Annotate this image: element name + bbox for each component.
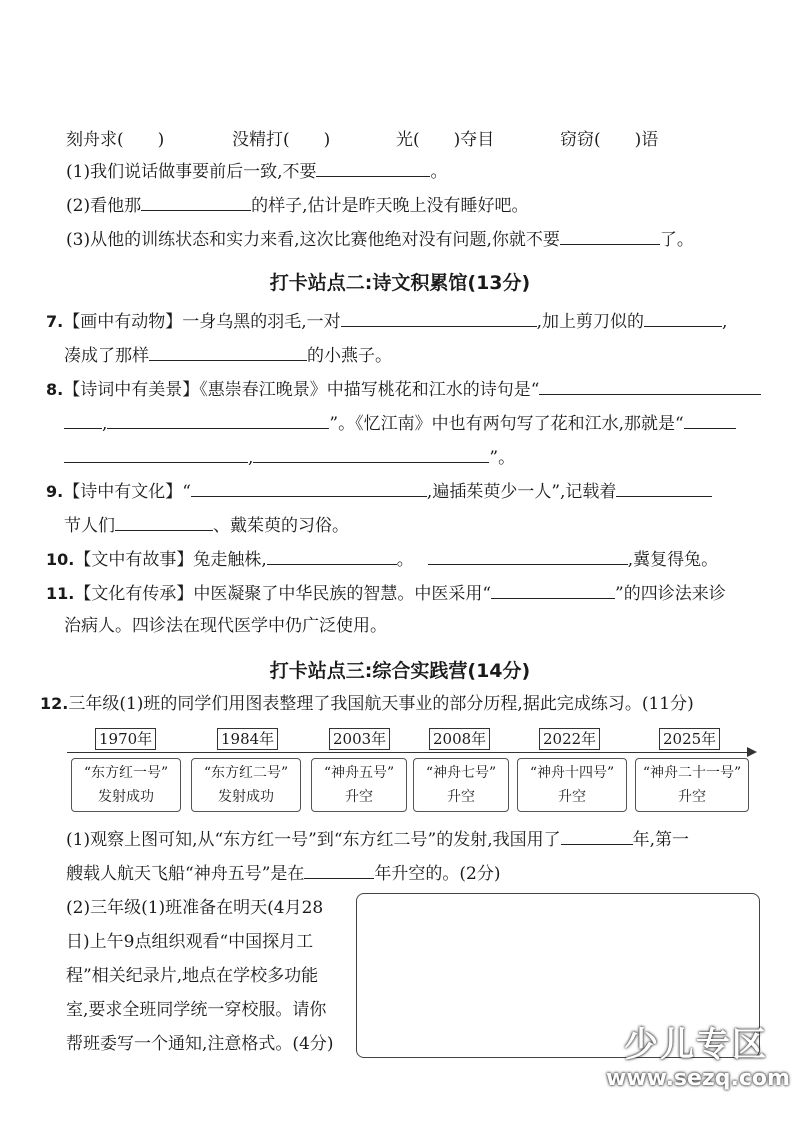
q6-sentence-2	[66, 192, 800, 218]
timeline-arrow-icon	[747, 747, 757, 757]
q8-line-2	[64, 410, 800, 436]
q6-s1-text: (1)我们说话做事要前后一致,不要	[66, 162, 317, 182]
q7-number: 7.	[46, 312, 64, 331]
q12-p1-text-d: 年升空的。(2分)	[374, 864, 501, 884]
space-timeline	[67, 728, 757, 818]
q11-text-b: ”的四诊法来诊	[615, 584, 726, 604]
timeline-event	[311, 758, 407, 812]
event-name: “神舟二十一号”	[642, 765, 742, 781]
q8-line-1	[46, 376, 800, 402]
q7-text-a: 【画中有动物】一身乌黑的羽毛,一对	[63, 312, 341, 332]
q10-line	[46, 546, 800, 572]
q10-blank-2[interactable]	[428, 546, 628, 565]
q6-sentence-1	[66, 158, 800, 184]
q7-line-2	[64, 342, 800, 368]
timeline-event	[191, 758, 301, 812]
event-name: “东方红一号”	[83, 765, 169, 781]
idiom-4: 窃窃( )语	[560, 130, 659, 150]
q11-line-2	[64, 614, 800, 638]
q12-intro-line	[40, 692, 800, 716]
timeline-year: 1984年	[217, 728, 278, 750]
q11-blank-1[interactable]	[491, 580, 615, 599]
q7-blank-3[interactable]	[149, 342, 307, 361]
event-status: 升空	[558, 789, 586, 805]
q10-text-b: 。	[396, 550, 414, 570]
q9-text-b: ,遍插茱萸少一人”,记载着	[426, 482, 617, 502]
q8-blank-4[interactable]	[253, 444, 489, 463]
q8-line-3	[64, 444, 800, 470]
q10-text-c: ,冀复得兔。	[627, 550, 719, 570]
section-3-title: 打卡站点三:综合实践营(14分)	[269, 660, 531, 682]
q9-blank-3[interactable]	[115, 512, 213, 531]
event-name: “神舟五号”	[323, 765, 395, 781]
q6-blank-1[interactable]	[316, 158, 430, 177]
idiom-3: 光( )夺目	[396, 130, 495, 150]
q11-number: 11.	[46, 584, 75, 603]
event-status: 升空	[345, 789, 373, 805]
q9-line-2	[64, 512, 800, 538]
event-name: “神舟十四号”	[529, 765, 615, 781]
q7-text-d: 凑成了那样	[64, 346, 149, 366]
q8-text-c: ”。《忆江南》中也有两句写了花和江水,那就是“	[329, 414, 684, 434]
q8-blank-3a[interactable]	[684, 410, 736, 429]
q9-text-d: 、戴茱萸的习俗。	[213, 516, 349, 536]
q10-text-a: 【文中有故事】兔走触株,	[74, 550, 267, 570]
q12-p1-blank-1[interactable]	[561, 826, 633, 845]
q8-text-b: ,	[102, 414, 108, 434]
q12-p1-text-a: (1)观察上图可知,从“东方红一号”到“东方红二号”的发射,我国用了	[66, 830, 561, 850]
timeline-event	[413, 758, 509, 812]
event-status: 升空	[447, 789, 475, 805]
q6-s2-text: (2)看他那	[66, 196, 142, 216]
section-2-title: 打卡站点二:诗文积累馆(13分)	[269, 272, 531, 294]
q6-s2-end: 的样子,估计是昨天晚上没有睡好吧。	[251, 196, 529, 216]
q11-text-a: 【文化有传承】中医凝聚了中华民族的智慧。中医采用“	[74, 584, 492, 604]
q11-line-1	[46, 580, 800, 606]
q8-blank-1a[interactable]	[539, 376, 761, 395]
q7-blank-1[interactable]	[341, 308, 537, 327]
q9-line-1	[46, 478, 800, 504]
timeline-year: 2025年	[659, 728, 720, 750]
q6-sentence-3	[66, 226, 800, 252]
q6-blank-3[interactable]	[560, 226, 660, 245]
event-name: “东方红二号”	[203, 765, 289, 781]
q7-text-b: ,加上剪刀似的	[536, 312, 645, 332]
q7-blank-2[interactable]	[644, 308, 722, 327]
site-watermark	[606, 1025, 790, 1093]
q9-blank-1[interactable]	[191, 478, 427, 497]
q12-part2-line: 帮班委写一个通知,注意格式。(4分)	[66, 1034, 334, 1054]
event-status: 发射成功	[98, 789, 154, 805]
event-name: “神舟七号”	[425, 765, 497, 781]
q6-s3-end: 了。	[659, 230, 694, 250]
idiom-1: 刻舟求( )	[66, 130, 165, 150]
idiom-2: 没精打( )	[232, 130, 331, 150]
q9-text-a: 【诗中有文化】“	[63, 482, 191, 502]
q8-text-e: ”。	[489, 448, 516, 468]
q9-number: 9.	[46, 482, 64, 501]
watermark-title: 少儿专区	[624, 1025, 768, 1065]
timeline-event	[517, 758, 627, 812]
timeline-year: 2003年	[329, 728, 390, 750]
q10-number: 10.	[46, 550, 75, 569]
q7-text-e: 的小燕子。	[307, 346, 392, 366]
q8-number: 8.	[46, 380, 64, 399]
q12-p1-blank-2[interactable]	[304, 860, 374, 879]
q8-text-d: ,	[248, 448, 254, 468]
q7-text-c: ,	[722, 312, 728, 332]
q10-blank-1[interactable]	[267, 546, 397, 565]
q12-intro: 三年级(1)班的同学们用图表整理了我国航天事业的部分历程,据此完成练习。(11分)	[68, 694, 694, 714]
timeline-year: 2008年	[429, 728, 490, 750]
timeline-event	[635, 758, 749, 812]
q12-part1-line-2	[66, 860, 800, 886]
watermark-url: www.sezq.com	[606, 1066, 790, 1091]
q12-part2-line: 程”相关纪录片,地点在学校多功能	[66, 966, 319, 986]
q12-p1-text-b: 年,第一	[632, 830, 690, 850]
timeline-year: 2022年	[539, 728, 600, 750]
q9-blank-2a[interactable]	[616, 478, 712, 497]
timeline-event	[71, 758, 181, 812]
q8-blank-2[interactable]	[107, 410, 329, 429]
q9-text-c: 节人们	[64, 516, 115, 536]
q6-s1-end: 。	[430, 162, 448, 182]
timeline-year: 1970年	[95, 728, 156, 750]
event-status: 发射成功	[218, 789, 274, 805]
q8-blank-1b[interactable]	[64, 410, 102, 429]
q12-part1-line-1	[66, 826, 800, 852]
q8-text-a: 【诗词中有美景】《惠崇春江晚景》中描写桃花和江水的诗句是“	[63, 380, 540, 400]
q8-blank-3b[interactable]	[64, 444, 248, 463]
q12-part2-line: 日)上午9点组织观看“中国探月工	[66, 932, 314, 952]
q11-text-c: 治病人。四诊法在现代医学中仍广泛使用。	[64, 616, 387, 636]
q6-blank-2[interactable]	[141, 192, 251, 211]
timeline-axis	[67, 752, 751, 753]
event-status: 升空	[678, 789, 706, 805]
q12-part2-line: (2)三年级(1)班准备在明天(4月28	[66, 898, 324, 918]
q12-p1-text-c: 艘载人航天飞船“神舟五号”是在	[66, 864, 305, 884]
q12-part2-line: 室,要求全班同学统一穿校服。请你	[66, 1000, 327, 1020]
q6-s3-text: (3)从他的训练状态和实力来看,这次比赛他绝对没有问题,你就不要	[66, 230, 560, 250]
q7-line-1	[46, 308, 800, 334]
q12-number: 12.	[40, 694, 69, 713]
